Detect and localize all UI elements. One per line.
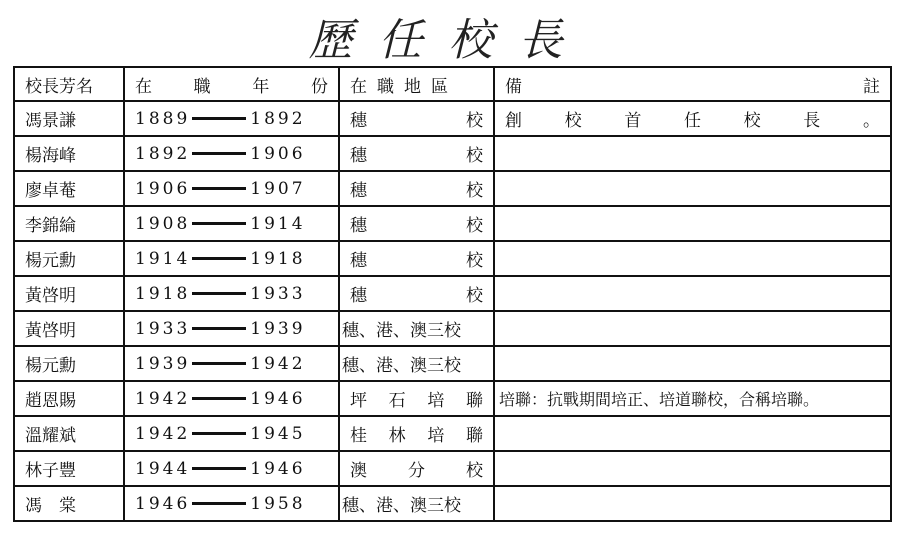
- remark-cell: [494, 346, 891, 381]
- table-row: [14, 311, 891, 346]
- location-text: 穗: [350, 181, 367, 201]
- header-location-char: 區: [431, 76, 448, 97]
- remark-cell: [494, 451, 891, 486]
- start-year: 1892: [135, 143, 191, 164]
- table-row: [14, 171, 891, 206]
- location-text: 穗、港、澳三校: [342, 356, 461, 376]
- remark-cell: [494, 486, 891, 521]
- location-text: 培: [427, 391, 445, 411]
- location-text: 校: [466, 216, 483, 236]
- principal-name: 趙恩賜: [14, 381, 124, 416]
- start-year: 1906: [135, 178, 191, 199]
- table-row: [14, 276, 891, 311]
- table-row: [14, 241, 891, 276]
- location-cell: [339, 136, 494, 171]
- end-year: 1906: [250, 143, 306, 164]
- year-range-dash: [192, 222, 246, 225]
- remark-cell: [494, 241, 891, 276]
- location-text: 穗: [350, 146, 367, 166]
- table-row: [14, 486, 891, 521]
- table-row: [14, 416, 891, 451]
- location-text: 穗: [350, 216, 367, 236]
- remark-text: 。: [862, 111, 880, 131]
- end-year: 1907: [250, 178, 306, 199]
- location-text: 澳: [350, 461, 367, 481]
- year-range-dash: [192, 362, 246, 365]
- location-text: 穗: [350, 111, 367, 131]
- tenure-years: [124, 451, 339, 486]
- header-years-char: 在: [135, 76, 152, 97]
- table-row: [14, 101, 891, 136]
- remark-cell: [494, 276, 891, 311]
- header-years-char: 職: [193, 76, 211, 97]
- location-text: 校: [466, 181, 483, 201]
- tenure-years: [124, 486, 339, 521]
- tenure-years: [124, 276, 339, 311]
- end-year: 1946: [250, 388, 306, 409]
- remark-text: 校: [564, 111, 582, 131]
- header-location: [339, 67, 494, 101]
- tenure-years: [124, 241, 339, 276]
- header-location-char: 在: [350, 76, 367, 97]
- remark-cell: [494, 311, 891, 346]
- location-text: 校: [466, 111, 483, 131]
- table-row: [14, 206, 891, 241]
- start-year: 1939: [135, 353, 191, 374]
- location-text: 校: [466, 461, 483, 481]
- location-text: 桂: [350, 426, 367, 446]
- location-cell: [339, 206, 494, 241]
- location-text: 校: [466, 251, 483, 271]
- location-cell: [339, 101, 494, 136]
- principal-name: 李錦綸: [14, 206, 124, 241]
- location-cell: [339, 311, 494, 346]
- remark-text: 校: [743, 111, 761, 131]
- location-text: 穗、港、澳三校: [342, 321, 461, 341]
- principal-name: 黃啓明: [14, 311, 124, 346]
- start-year: 1946: [135, 493, 191, 514]
- location-cell: [339, 486, 494, 521]
- header-years-char: 份: [310, 76, 328, 97]
- start-year: 1908: [135, 213, 191, 234]
- remark-cell: [494, 206, 891, 241]
- table-row: [14, 381, 891, 416]
- end-year: 1942: [250, 353, 306, 374]
- start-year: 1918: [135, 283, 191, 304]
- location-cell: [339, 346, 494, 381]
- end-year: 1939: [250, 318, 306, 339]
- table-row: [14, 346, 891, 381]
- year-range-dash: [192, 292, 246, 295]
- remark-cell: [494, 381, 891, 416]
- principal-name: 林子豐: [14, 451, 124, 486]
- header-location-char: 職: [377, 76, 394, 97]
- remark-text: 首: [624, 111, 642, 131]
- remark-cell: [494, 136, 891, 171]
- year-range-dash: [192, 397, 246, 400]
- year-range-dash: [192, 327, 246, 330]
- table-row: [14, 136, 891, 171]
- location-text: 穗、港、澳三校: [342, 496, 461, 516]
- remark-text: 創: [505, 111, 522, 131]
- end-year: 1945: [250, 423, 306, 444]
- year-range-dash: [192, 187, 246, 190]
- location-text: 校: [466, 286, 483, 306]
- remark-cell: [494, 416, 891, 451]
- header-years-char: 年: [252, 76, 270, 97]
- header-remark: [494, 67, 891, 101]
- remark-text: 任: [683, 111, 701, 131]
- tenure-years: [124, 206, 339, 241]
- tenure-years: [124, 346, 339, 381]
- location-cell: [339, 241, 494, 276]
- principal-name: 楊海峰: [14, 136, 124, 171]
- end-year: 1946: [250, 458, 306, 479]
- end-year: 1892: [250, 108, 306, 129]
- start-year: 1942: [135, 388, 191, 409]
- start-year: 1942: [135, 423, 191, 444]
- principal-name: 黃啓明: [14, 276, 124, 311]
- header-remark-char: 備: [505, 76, 522, 97]
- start-year: 1933: [135, 318, 191, 339]
- location-cell: [339, 451, 494, 486]
- end-year: 1958: [250, 493, 306, 514]
- principals-table: [13, 66, 892, 522]
- principal-name: 溫耀斌: [14, 416, 124, 451]
- page-title: 歷任校長: [308, 15, 589, 66]
- end-year: 1914: [250, 213, 306, 234]
- location-cell: [339, 416, 494, 451]
- location-text: 校: [466, 146, 483, 166]
- end-year: 1933: [250, 283, 306, 304]
- location-text: 林: [388, 426, 406, 446]
- remark-cell: [494, 101, 891, 136]
- year-range-dash: [192, 467, 246, 470]
- header-remark-char: 註: [863, 76, 880, 97]
- start-year: 1914: [135, 248, 191, 269]
- tenure-years: [124, 171, 339, 206]
- tenure-years: [124, 311, 339, 346]
- location-text: 分: [408, 461, 425, 481]
- header-location-char: 地: [404, 76, 421, 97]
- tenure-years: [124, 101, 339, 136]
- table-row: [14, 451, 891, 486]
- year-range-dash: [192, 117, 246, 120]
- location-text: 培: [427, 426, 445, 446]
- principal-name: 廖卓菴: [14, 171, 124, 206]
- remark-text: 長: [803, 111, 821, 131]
- principal-name: 楊元勳: [14, 241, 124, 276]
- location-cell: [339, 171, 494, 206]
- principal-name: 楊元勳: [14, 346, 124, 381]
- principal-name: 馮 棠: [14, 486, 124, 521]
- location-cell: [339, 276, 494, 311]
- location-text: 坪: [350, 391, 367, 411]
- tenure-years: [124, 136, 339, 171]
- start-year: 1889: [135, 108, 191, 129]
- tenure-years: [124, 381, 339, 416]
- header-years: [124, 67, 339, 101]
- remark-text: 培聯：抗戰期間培正、培道聯校，合稱培聯。: [499, 390, 820, 409]
- year-range-dash: [192, 257, 246, 260]
- start-year: 1944: [135, 458, 191, 479]
- remark-cell: [494, 171, 891, 206]
- location-text: 穗: [350, 286, 367, 306]
- location-text: 石: [388, 391, 406, 411]
- end-year: 1918: [250, 248, 306, 269]
- year-range-dash: [192, 432, 246, 435]
- year-range-dash: [192, 152, 246, 155]
- year-range-dash: [192, 502, 246, 505]
- location-text: 聯: [465, 426, 483, 446]
- location-text: 聯: [465, 391, 483, 411]
- tenure-years: [124, 416, 339, 451]
- location-text: 穗: [350, 251, 367, 271]
- location-cell: [339, 381, 494, 416]
- table-header-row: [14, 67, 891, 101]
- header-name: 校長芳名: [14, 67, 124, 101]
- principal-name: 馮景謙: [14, 101, 124, 136]
